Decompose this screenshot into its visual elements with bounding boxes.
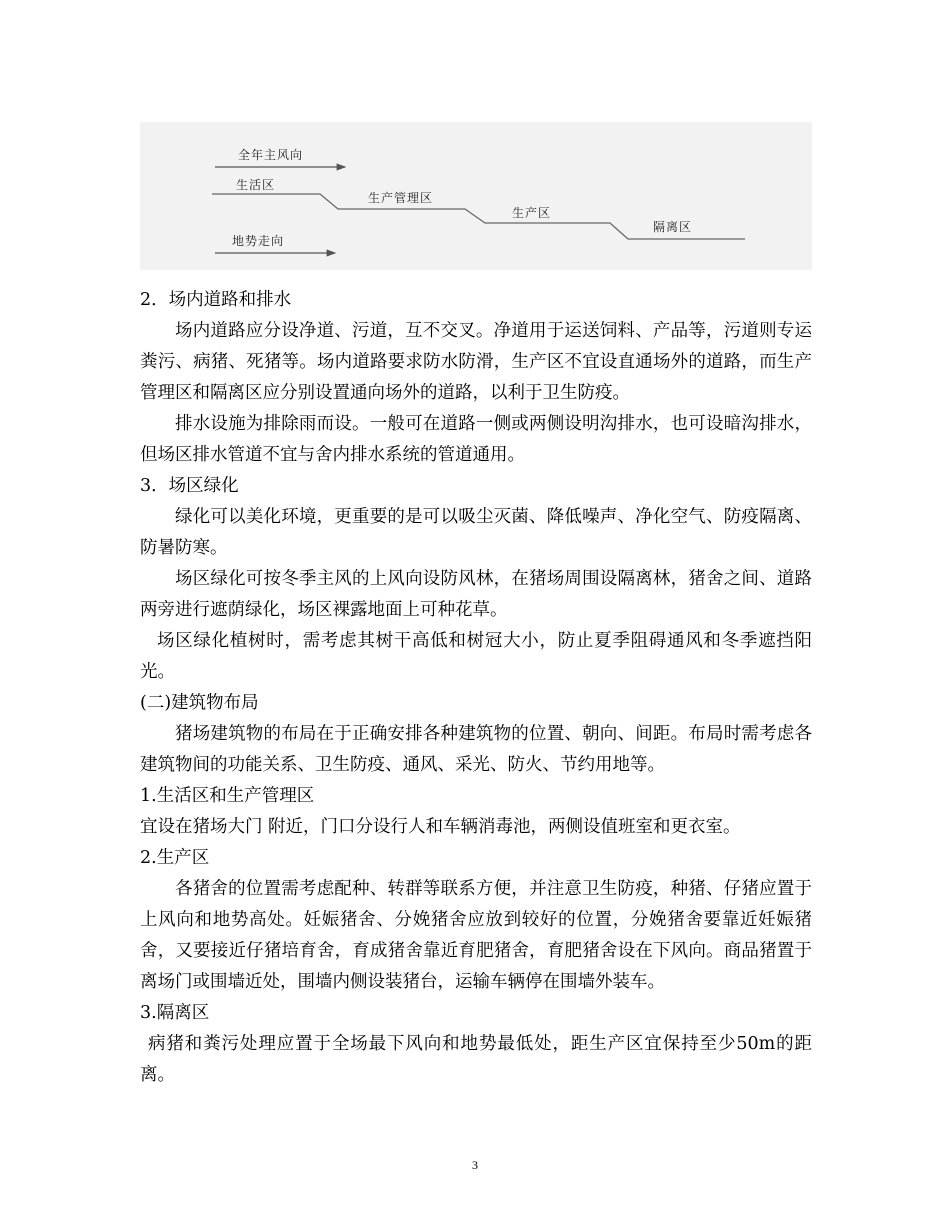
living-zone-label: 生活区 [236, 178, 276, 192]
subheading-living-management: 1.生活区和生产管理区 [140, 786, 315, 806]
page-number: 3 [472, 1158, 478, 1172]
paragraph-greening-3: 场区绿化植树时，需考虑其树干高低和树冠大小，防止夏季阻碍通风和冬季遮挡阳光。 [140, 631, 812, 682]
paragraph-living-management: 宜设在猪场大门 附近，门口分设行人和车辆消毒池，两侧设值班室和更衣室。 [140, 817, 741, 837]
production-zone-label: 生产区 [512, 206, 552, 220]
paragraph-greening-2: 场区绿化可按冬季主风的上风向设防风林，在猪场周围设隔离林，猪舍之间、道路两旁进行遮荫绿化，场区裸露地面上可种花草。 [140, 569, 812, 620]
subheading-production: 2.生产区 [140, 848, 210, 868]
management-zone-label: 生产管理区 [368, 191, 434, 205]
section-heading-buildings: (二)建筑物布局 [140, 693, 259, 713]
section-heading-roads: 2．场内道路和排水 [140, 290, 292, 310]
paragraph-roads-1: 场内道路应分设净道、污道，互不交叉。净道用于运送饲料、产品等，污道则专运粪污、病猪、死猪等。场内道路要求防水防滑，生产区不宜设直通场外的道路，而生产管理区和隔离区应分别设置通向场外的道路，以利于卫生防疫。 [140, 321, 812, 403]
paragraph-isolation: 病猪和粪污处理应置于全场最下风向和地势最低处，距生产区宜保持至少50m的距离。 [140, 1034, 812, 1085]
terrain-direction-label: 地势走向 [232, 234, 285, 248]
paragraph-production: 各猪舍的位置需考虑配种、转群等联系方便，并注意卫生防疫，种猪、仔猪应置于上风向和地势高处。妊娠猪舍、分娩猪舍应放到较好的位置，分娩猪舍要靠近妊娠猪舍，又要接近仔猪培育舍，育成猪舍靠近育肥猪舍，育肥猪舍设在下风向。商品猪置于离场门或围墙近处，围墙内侧设装猪台，运输车辆停在围墙外装车。 [140, 879, 812, 992]
section-heading-greening: 3．场区绿化 [140, 476, 239, 496]
document-body [140, 285, 812, 1091]
paragraph-greening-1: 绿化可以美化环境，更重要的是可以吸尘灭菌、降低噪声、净化空气、防疫隔离、防暑防寒。 [140, 507, 812, 558]
wind-direction-label: 全年主风向 [238, 148, 304, 162]
paragraph-roads-2: 排水设施为排除雨而设。一般可在道路一侧或两侧设明沟排水，也可设暗沟排水，但场区排水管道不宜与舍内排水系统的管道通用。 [140, 414, 812, 465]
paragraph-buildings-1: 猪场建筑物的布局在于正确安排各种建筑物的位置、朝向、间距。布局时需考虑各建筑物间的功能关系、卫生防疫、通风、采光、防火、节约用地等。 [140, 724, 812, 775]
isolation-zone-label: 隔离区 [653, 220, 693, 234]
subheading-isolation: 3.隔离区 [140, 1003, 210, 1023]
zoning-diagram [140, 122, 812, 270]
